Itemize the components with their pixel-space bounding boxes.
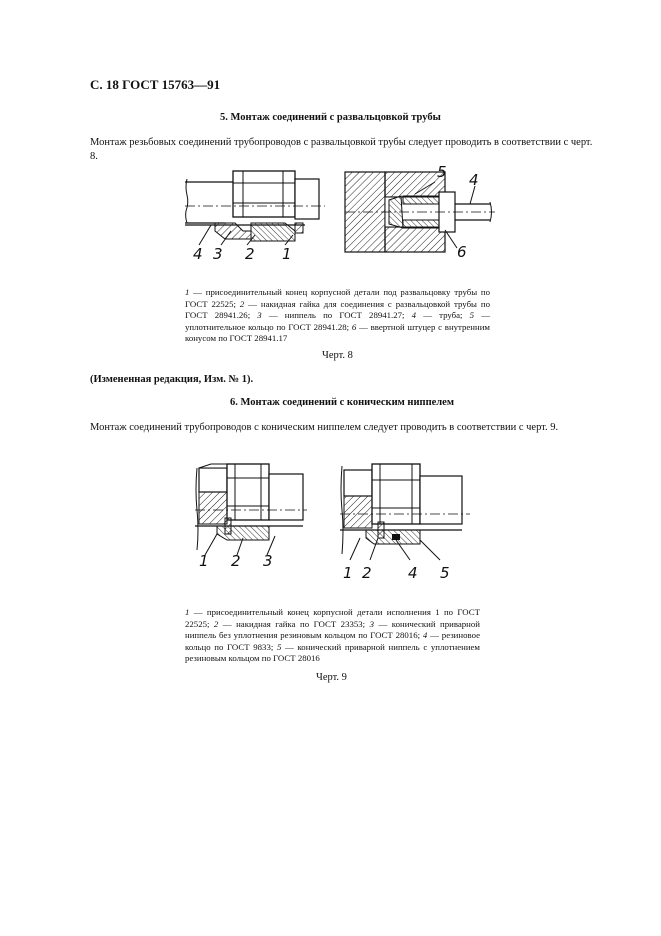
- figure-8-left-label-2: 2: [245, 245, 255, 263]
- figure-9-left-drawing: [195, 460, 307, 555]
- figure-9-label: Черт. 9: [316, 672, 347, 683]
- figure-8-left-label-1: 1: [282, 245, 292, 263]
- section-6-text: Монтаж соединений трубопроводов с коническим ниппелем следует проводить в соответствии с черт. 9.: [90, 422, 559, 433]
- caption-9-item-3: 3 — конический приварной ниппель без уплотнения резиновым кольцом по ГОСТ 28016;: [185, 618, 480, 641]
- caption-9-item-4: 4 — резиновое кольцо по ГОСТ 9833;: [185, 630, 481, 652]
- figure-9-right-label-1: 1: [343, 564, 353, 582]
- edition-note: (Измененная редакция, Изм. № 1).: [90, 374, 254, 385]
- figure-8-right-label-6: 6: [457, 243, 467, 261]
- figure-8-label: Черт. 8: [322, 350, 353, 361]
- caption-9-item-2: 2 — накидная гайка по ГОСТ 23353;: [213, 618, 370, 629]
- section-5-text: Монтаж резьбовых соединений трубопроводов с развальцовкой трубы следует проводить в соответствии с черт. 8.: [90, 137, 593, 162]
- figure-9-caption: [185, 607, 480, 665]
- figure-9-right-drawing: [340, 460, 470, 560]
- figure-9-left-label-3: 3: [263, 552, 273, 570]
- figure-9-right-label-2: 2: [362, 564, 372, 582]
- page-header: С. 18 ГОСТ 15763—91: [90, 77, 221, 92]
- figure-9-left-label-1: 1: [199, 552, 209, 570]
- figure-9-right-label-4: 4: [408, 564, 418, 582]
- figure-8-right-label-4: 4: [469, 171, 479, 189]
- figure-8-left-label-3: 3: [213, 245, 223, 263]
- figure-9-right-label-5: 5: [440, 564, 450, 582]
- figure-8-caption: [185, 287, 490, 345]
- figure-8-left-label-4: 4: [193, 245, 203, 263]
- caption-8-item-1: 1 — присоединительный конец корпусной детали под развальцовку трубы по ГОСТ 22525;: [185, 287, 490, 309]
- caption-9-item-1: 1 — присоединительный конец корпусной детали исполнения 1 по ГОСТ 22525;: [185, 607, 480, 629]
- figure-9-left-labels: [195, 552, 307, 574]
- caption-9-item-5: 5 — конический приварной ниппель с уплотнением резиновым кольцом по ГОСТ 28016: [185, 641, 480, 664]
- caption-8-item-4: 4 — труба;: [411, 310, 470, 321]
- figure-8-right-label-5: 5: [437, 163, 447, 181]
- caption-8-item-2: 2 — накидная гайка для соединения с развальцовкой трубы по ГОСТ 28941.26;: [185, 298, 490, 321]
- caption-8-item-3: 3 — ниппель по ГОСТ 28941.27;: [257, 310, 412, 321]
- caption-8-item-6: 6 — ввертной штуцер с внутренним конусом по ГОСТ 28941.17: [185, 321, 490, 344]
- figure-9-left-label-2: 2: [231, 552, 241, 570]
- figure-9-right-labels: [340, 564, 470, 586]
- section-5-heading: 5. Монтаж соединений с развальцовкой трубы: [220, 112, 441, 123]
- figure-8-right-labels: [345, 163, 495, 263]
- caption-8-item-5: 5 — уплотнительное кольцо по ГОСТ 28941.28;: [185, 310, 490, 332]
- section-6-heading: 6. Монтаж соединений с коническим ниппелем: [230, 397, 454, 408]
- figure-8-left-labels: [185, 245, 325, 267]
